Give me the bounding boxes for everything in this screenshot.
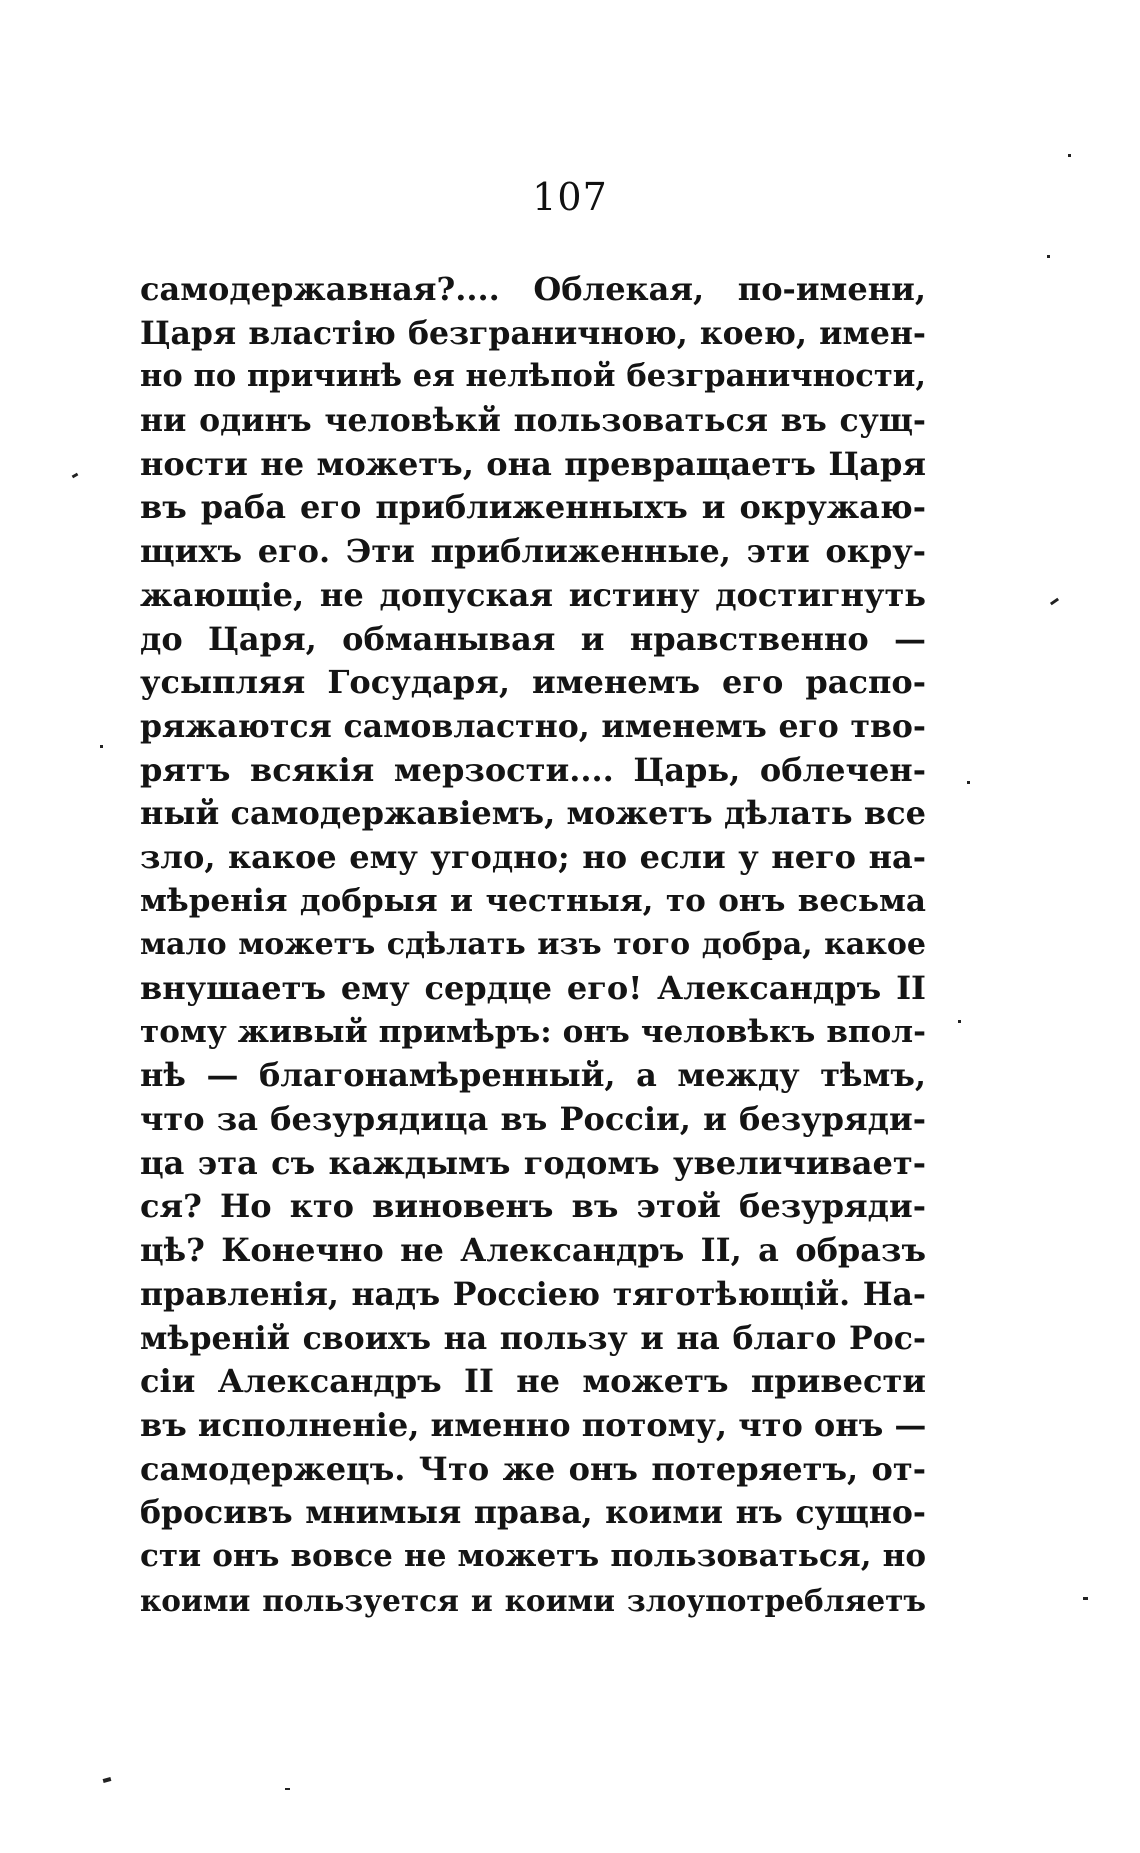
scan-speck bbox=[1050, 598, 1059, 606]
scan-speck bbox=[1083, 1597, 1088, 1600]
text-line: но по причинѣ ея нелѣпой безграничности, bbox=[140, 358, 926, 395]
text-line: до Царя, обманывая и нравственно — bbox=[140, 619, 926, 658]
text-line: мѣренія добрыя и честныя, то онъ весьма bbox=[140, 882, 926, 919]
scan-speck bbox=[958, 1020, 961, 1023]
text-line: ца эта съ каждымъ годомъ увеличивает- bbox=[140, 1143, 926, 1182]
text-line: коими пользуется и коими злоупотребляетъ bbox=[140, 1582, 926, 1618]
scan-speck bbox=[1068, 154, 1071, 157]
text-line: въ исполненіе, именно потому, что онъ — bbox=[140, 1405, 926, 1444]
scan-speck bbox=[100, 745, 103, 748]
text-line: самодержавная?.... Облекая, по-имени, bbox=[140, 270, 926, 308]
text-line: ряжаются самовластно, именемъ его тво- bbox=[140, 707, 926, 745]
text-line: сіи Александръ II не можетъ привести bbox=[140, 1362, 926, 1401]
text-line: тому живый примѣръ: онъ человѣкъ впол- bbox=[140, 1013, 926, 1050]
text-line: ности не можетъ, она превращаетъ Царя bbox=[140, 444, 926, 483]
scan-speck bbox=[285, 1788, 290, 1790]
text-line: ный самодержавіемъ, можетъ дѣлать все bbox=[140, 794, 926, 833]
text-line: мало можетъ сдѣлать изъ того добра, какое bbox=[140, 927, 926, 963]
text-line: Царя властію безграничною, коею, имен- bbox=[140, 314, 926, 352]
text-line: ся? Но кто виновенъ въ этой безуряди- bbox=[140, 1187, 926, 1226]
text-line: внушаетъ ему сердце его! Александръ II bbox=[140, 969, 926, 1007]
text-line: рятъ всякія мерзости.... Царь, облечен- bbox=[140, 750, 926, 789]
text-line: жающіе, не допуская истину достигнуть bbox=[140, 575, 926, 614]
scan-speck bbox=[1047, 255, 1050, 258]
scan-speck bbox=[103, 1777, 112, 1783]
text-line: сти онъ вовсе не можетъ пользоваться, но bbox=[140, 1537, 926, 1574]
text-line: усыпляя Государя, именемъ его распо- bbox=[140, 663, 926, 702]
text-line: въ раба его приближенныхъ и окружаю- bbox=[140, 488, 926, 527]
text-line: мѣреній своихъ на пользу и на благо Рос- bbox=[140, 1319, 926, 1357]
text-line: цѣ? Конечно не Александръ II, а образъ bbox=[140, 1231, 926, 1270]
scan-speck bbox=[967, 781, 970, 784]
text-line: щихъ его. Эти приближенные, эти окру- bbox=[140, 532, 926, 571]
text-line: правленія, надъ Россіею тяготѣющій. На- bbox=[140, 1275, 926, 1313]
body-text bbox=[140, 268, 926, 1622]
scan-speck bbox=[72, 473, 79, 479]
text-line: что за безурядица въ Россіи, и безуряди- bbox=[140, 1100, 926, 1139]
page-number: 107 bbox=[532, 175, 608, 219]
text-line: бросивъ мнимыя права, коими нъ сущно- bbox=[140, 1494, 926, 1532]
text-line: ни одинъ человѣкй пользоваться въ сущ- bbox=[140, 402, 926, 440]
text-line: нѣ — благонамѣренный, а между тѣмъ, bbox=[140, 1056, 926, 1095]
text-line: зло, какое ему угодно; но если у него на- bbox=[140, 837, 926, 876]
text-line: самодержецъ. Что же онъ потеряетъ, от- bbox=[140, 1449, 926, 1488]
